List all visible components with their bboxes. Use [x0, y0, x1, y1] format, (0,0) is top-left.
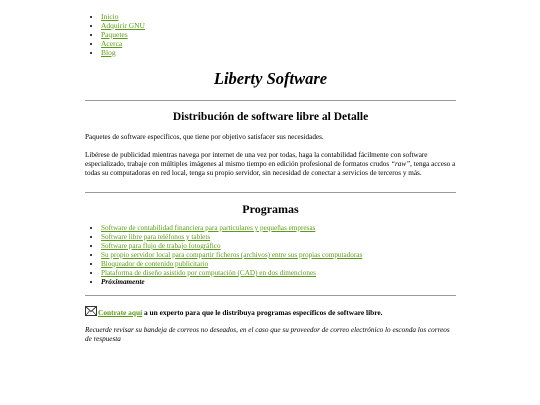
- nav-link-adquirir-gnu[interactable]: Adquirir GNU: [101, 21, 145, 30]
- nav-link-blog[interactable]: Blog: [101, 48, 116, 57]
- program-item: [101, 224, 362, 233]
- intro-paragraph: Paquetes de software específicos, que tiene por objetivo satisfacer sus necesidades.: [85, 133, 324, 141]
- program-item: [101, 260, 362, 269]
- program-link-bloqueador[interactable]: Bloqueador de contenido publicitario: [101, 260, 209, 268]
- program-item: [101, 242, 362, 251]
- nav-link-inicio[interactable]: Inicio: [101, 12, 119, 21]
- site-title: Liberty Software: [213, 69, 328, 88]
- intro-heading: Distribución de software libre al Detalle: [172, 111, 369, 123]
- divider: [85, 295, 456, 296]
- nav-item-acerca: [101, 39, 145, 48]
- divider: [85, 100, 456, 101]
- contact-text: a un experto para que le distribuya programas específicos de software libre.: [142, 308, 383, 317]
- program-item: [101, 251, 362, 260]
- nav-item-adquirir-gnu: [101, 21, 145, 30]
- nav-link-paquetes[interactable]: Paquetes: [101, 30, 128, 39]
- programs-heading: Programas: [242, 202, 299, 216]
- nav-item-inicio: [101, 12, 145, 21]
- upcoming-label: Próximamente: [101, 278, 145, 286]
- main-nav: [87, 12, 145, 57]
- divider: [85, 192, 456, 193]
- nav-item-blog: [101, 48, 145, 57]
- program-link-contabilidad[interactable]: Software de contabilidad financiera para particulares y pequeñas empresas: [101, 224, 316, 232]
- raw-term: “raw”: [390, 160, 411, 169]
- spam-note: Recuerde revisar su bandeja de correos no deseados, en el caso que su proveedor de correo electrónico lo esconda los correos de respuesta: [85, 326, 450, 344]
- description-text-b: , tenga acceso a todas su computadoras en red local, tenga su propio servidor, sin necesidad de conectar a servicios de terceros y más.: [85, 160, 456, 178]
- description-text-a: Libérese de publicidad mientras navega por internet de una vez por todas, haga la contabilidad fácilmente con software especializado, trabaje con múltiples imágenes al mismo tiempo en edición profesional de formatos crudos: [85, 151, 428, 169]
- mail-icon[interactable]: [85, 306, 97, 319]
- program-link-cad[interactable]: Plataforma de diseño asistido por computación (CAD) en dos dimenciones: [101, 269, 316, 277]
- nav-link-acerca[interactable]: Acerca: [101, 39, 123, 48]
- description-paragraph: [85, 151, 456, 179]
- program-link-servidor[interactable]: Su propio servidor local para compartir ficheros (archivos) entre sus propias computadoras: [101, 251, 363, 259]
- program-link-fotografico[interactable]: Software para flujo de trabajo fotográfico: [101, 242, 221, 250]
- hire-link[interactable]: Contrate aquí: [98, 308, 143, 317]
- programs-list: [87, 224, 362, 287]
- nav-item-paquetes: [101, 30, 145, 39]
- program-item-upcoming: [101, 278, 362, 287]
- contact-line: [85, 306, 465, 319]
- program-item: [101, 269, 362, 278]
- program-item: [101, 233, 362, 242]
- program-link-telefonos[interactable]: Software libre para teléfonos y tablets: [101, 233, 211, 241]
